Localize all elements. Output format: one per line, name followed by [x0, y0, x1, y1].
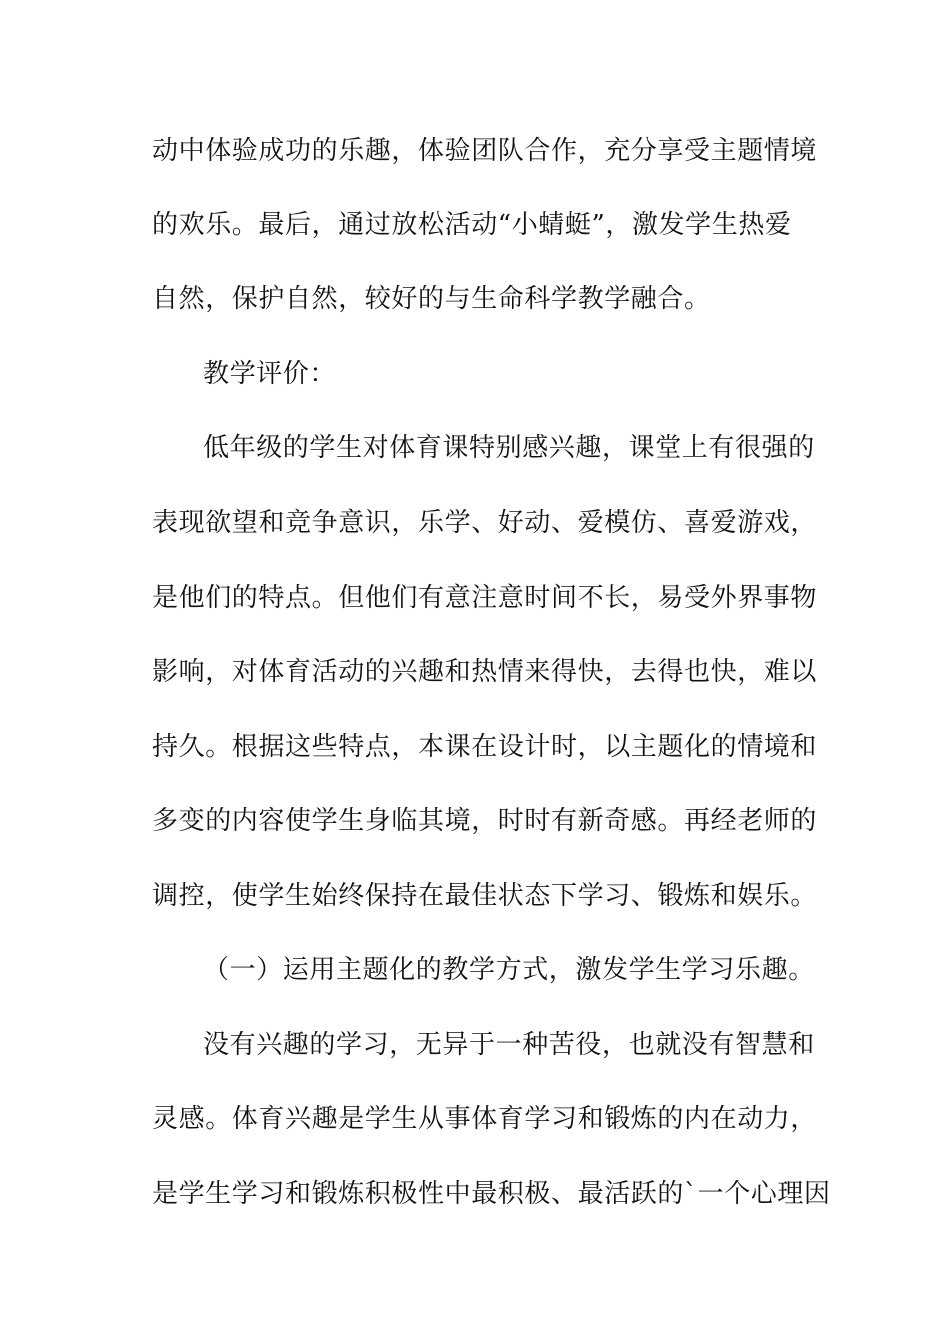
text-line-10: 多变的内容使学生身临其境，时时有新奇感。再经老师的 [152, 806, 818, 836]
text-line-6: 表现欲望和竞争意识，乐学、好动、爱模仿、喜爱游戏， [152, 508, 818, 538]
text-line-5: 低年级的学生对体育课特别感兴趣，课堂上有很强的 [203, 433, 815, 463]
text-line-7: 是他们的特点。但他们有意注意时间不长，易受外界事物 [152, 583, 818, 613]
text-line-9: 持久。根据这些特点，本课在设计时，以主题化的情境和 [152, 732, 818, 762]
text-line-2: 的欢乐。最后，通过放松活动“小蜻蜓”，激发学生热爱 [152, 210, 792, 240]
subsection-heading-1: （一）运用主题化的教学方式，激发学生学习乐趣。 [203, 955, 815, 985]
text-line-15: 是学生学习和锻炼积极性中最积极、最活跃的`一个心理因 [152, 1179, 831, 1209]
text-line-1: 动中体验成功的乐趣，体验团队合作，充分享受主题情境 [152, 136, 818, 166]
text-line-14: 灵感。体育兴趣是学生从事体育学习和锻炼的内在动力， [152, 1104, 818, 1134]
section-heading-teaching-evaluation: 教学评价： [203, 359, 337, 389]
text-line-3: 自然，保护自然，较好的与生命科学教学融合。 [152, 284, 711, 314]
text-line-13: 没有兴趣的学习，无异于一种苦役，也就没有智慧和 [203, 1030, 815, 1060]
text-line-8: 影响，对体育活动的兴趣和热情来得快，去得也快，难以 [152, 657, 818, 687]
text-line-11: 调控，使学生始终保持在最佳状态下学习、锻炼和娱乐。 [152, 881, 818, 911]
